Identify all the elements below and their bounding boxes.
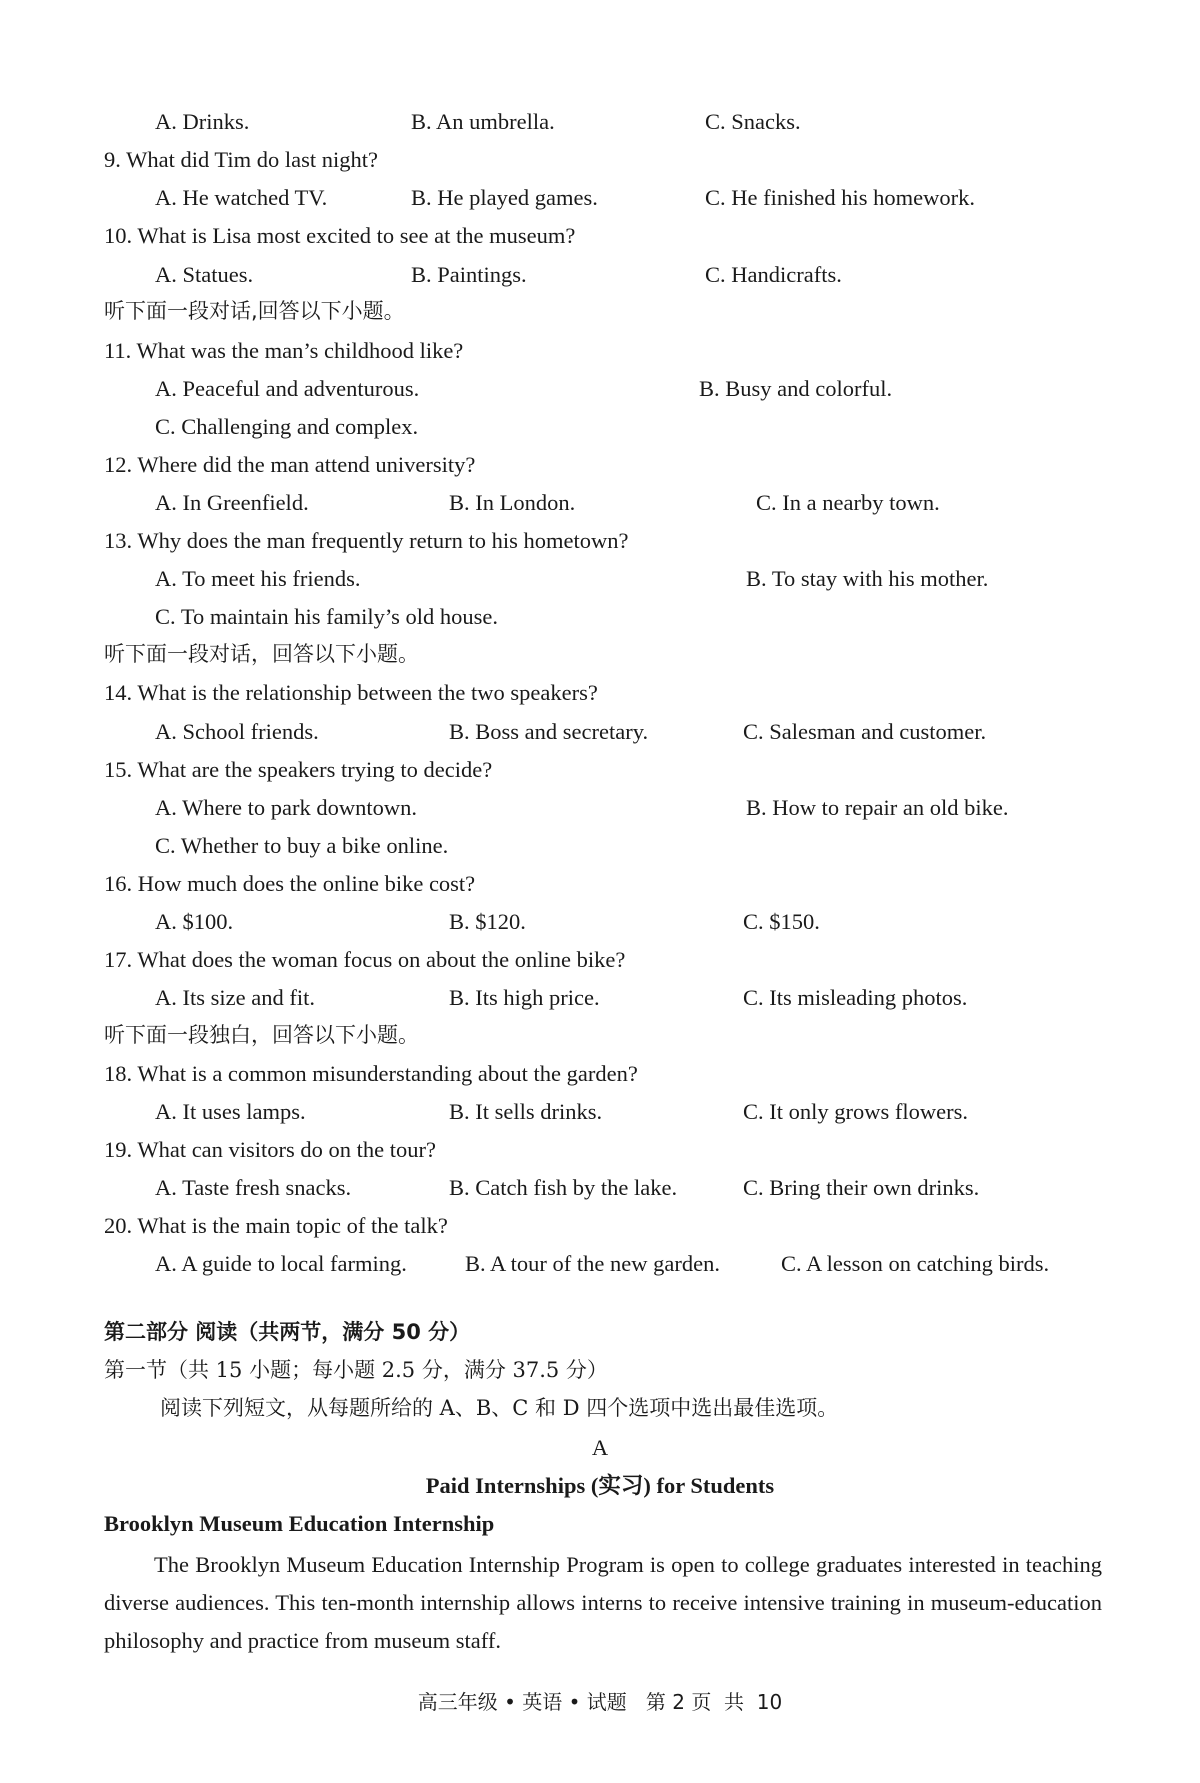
q17-stem: 17. What does the woman focus on about the online bike? bbox=[104, 947, 626, 972]
reading-directions: 阅读下列短文，从每题所给的 A、B、C 和 D 四个选项中选出最佳选项。 bbox=[160, 1396, 839, 1420]
q20-option-b: B. A tour of the new garden. bbox=[465, 1251, 720, 1276]
q11-option-b: B. Busy and colorful. bbox=[699, 376, 893, 401]
q17-option-a: A. Its size and fit. bbox=[155, 985, 315, 1010]
q18-stem: 18. What is a common misunderstanding about the garden? bbox=[104, 1061, 638, 1086]
q11-stem: 11. What was the man’s childhood like? bbox=[104, 338, 464, 363]
q19-stem: 19. What can visitors do on the tour? bbox=[104, 1137, 437, 1162]
q13-option-c: C. To maintain his family’s old house. bbox=[155, 604, 498, 629]
q13-stem: 13. Why does the man frequently return to his hometown? bbox=[104, 528, 629, 553]
q11-option-c: C. Challenging and complex. bbox=[155, 414, 419, 439]
q10-option-c: C. Handicrafts. bbox=[705, 262, 842, 287]
part2-heading: 第二部分 阅读（共两节，满分 50 分） bbox=[104, 1320, 471, 1344]
q16-stem: 16. How much does the online bike cost? bbox=[104, 871, 476, 896]
q10-stem: 10. What is Lisa most excited to see at the museum? bbox=[104, 223, 576, 248]
section1-heading: 第一节（共 15 小题；每小题 2.5 分，满分 37.5 分） bbox=[104, 1358, 608, 1382]
passage-title: Paid Internships (实习) for Students bbox=[425, 1473, 775, 1498]
q12-option-b: B. In London. bbox=[449, 490, 576, 515]
q14-option-a: A. School friends. bbox=[155, 719, 319, 744]
q19-option-a: A. Taste fresh snacks. bbox=[155, 1175, 352, 1200]
q9-stem: 9. What did Tim do last night? bbox=[104, 147, 378, 172]
q8-option-b: B. An umbrella. bbox=[411, 109, 555, 134]
q13-option-a: A. To meet his friends. bbox=[155, 566, 361, 591]
passage-paragraph: The Brooklyn Museum Education Internship Program is open to college graduates interested in teaching diverse audiences. This ten-month internship allows interns to receive intensive training in museum-education philosophy and practice from museum staff. bbox=[104, 1552, 1102, 1653]
passage-letter: A bbox=[591, 1435, 609, 1460]
q10-option-b: B. Paintings. bbox=[411, 262, 527, 287]
q9-option-c: C. He finished his homework. bbox=[705, 185, 975, 210]
q15-option-c: C. Whether to buy a bike online. bbox=[155, 833, 449, 858]
q19-option-b: B. Catch fish by the lake. bbox=[449, 1175, 678, 1200]
q18-option-b: B. It sells drinks. bbox=[449, 1099, 603, 1124]
q9-option-a: A. He watched TV. bbox=[155, 185, 328, 210]
q17-option-c: C. Its misleading photos. bbox=[743, 985, 968, 1010]
page-footer: 高三年级 • 英语 • 试题 第 2 页 共 10 bbox=[417, 1690, 783, 1714]
q9-option-b: B. He played games. bbox=[411, 185, 598, 210]
q13-option-b: B. To stay with his mother. bbox=[746, 566, 989, 591]
q14-option-b: B. Boss and secretary. bbox=[449, 719, 649, 744]
instruction-dialogue: 听下面一段对话,回答以下小题。 bbox=[104, 299, 405, 323]
q8-option-a: A. Drinks. bbox=[155, 109, 250, 134]
q19-option-c: C. Bring their own drinks. bbox=[743, 1175, 980, 1200]
q20-option-a: A. A guide to local farming. bbox=[155, 1251, 407, 1276]
q14-stem: 14. What is the relationship between the two speakers? bbox=[104, 680, 598, 705]
q18-option-a: A. It uses lamps. bbox=[155, 1099, 306, 1124]
q16-option-b: B. $120. bbox=[449, 909, 526, 934]
q12-stem: 12. Where did the man attend university? bbox=[104, 452, 476, 477]
q18-option-c: C. It only grows flowers. bbox=[743, 1099, 968, 1124]
q17-option-b: B. Its high price. bbox=[449, 985, 600, 1010]
q20-option-c: C. A lesson on catching birds. bbox=[781, 1251, 1050, 1276]
q12-option-c: C. In a nearby town. bbox=[756, 490, 940, 515]
q15-stem: 15. What are the speakers trying to decide? bbox=[104, 757, 493, 782]
q8-option-c: C. Snacks. bbox=[705, 109, 801, 134]
q15-option-a: A. Where to park downtown. bbox=[155, 795, 418, 820]
q11-option-a: A. Peaceful and adventurous. bbox=[155, 376, 420, 401]
q20-stem: 20. What is the main topic of the talk? bbox=[104, 1213, 448, 1238]
passage-subheading: Brooklyn Museum Education Internship bbox=[104, 1511, 495, 1536]
q14-option-c: C. Salesman and customer. bbox=[743, 719, 987, 744]
instruction-monologue: 听下面一段独白，回答以下小题。 bbox=[104, 1023, 419, 1047]
q16-option-c: C. $150. bbox=[743, 909, 820, 934]
q12-option-a: A. In Greenfield. bbox=[155, 490, 309, 515]
q10-option-a: A. Statues. bbox=[155, 262, 254, 287]
q15-option-b: B. How to repair an old bike. bbox=[746, 795, 1009, 820]
instruction-dialogue: 听下面一段对话，回答以下小题。 bbox=[104, 642, 419, 666]
q16-option-a: A. $100. bbox=[155, 909, 234, 934]
